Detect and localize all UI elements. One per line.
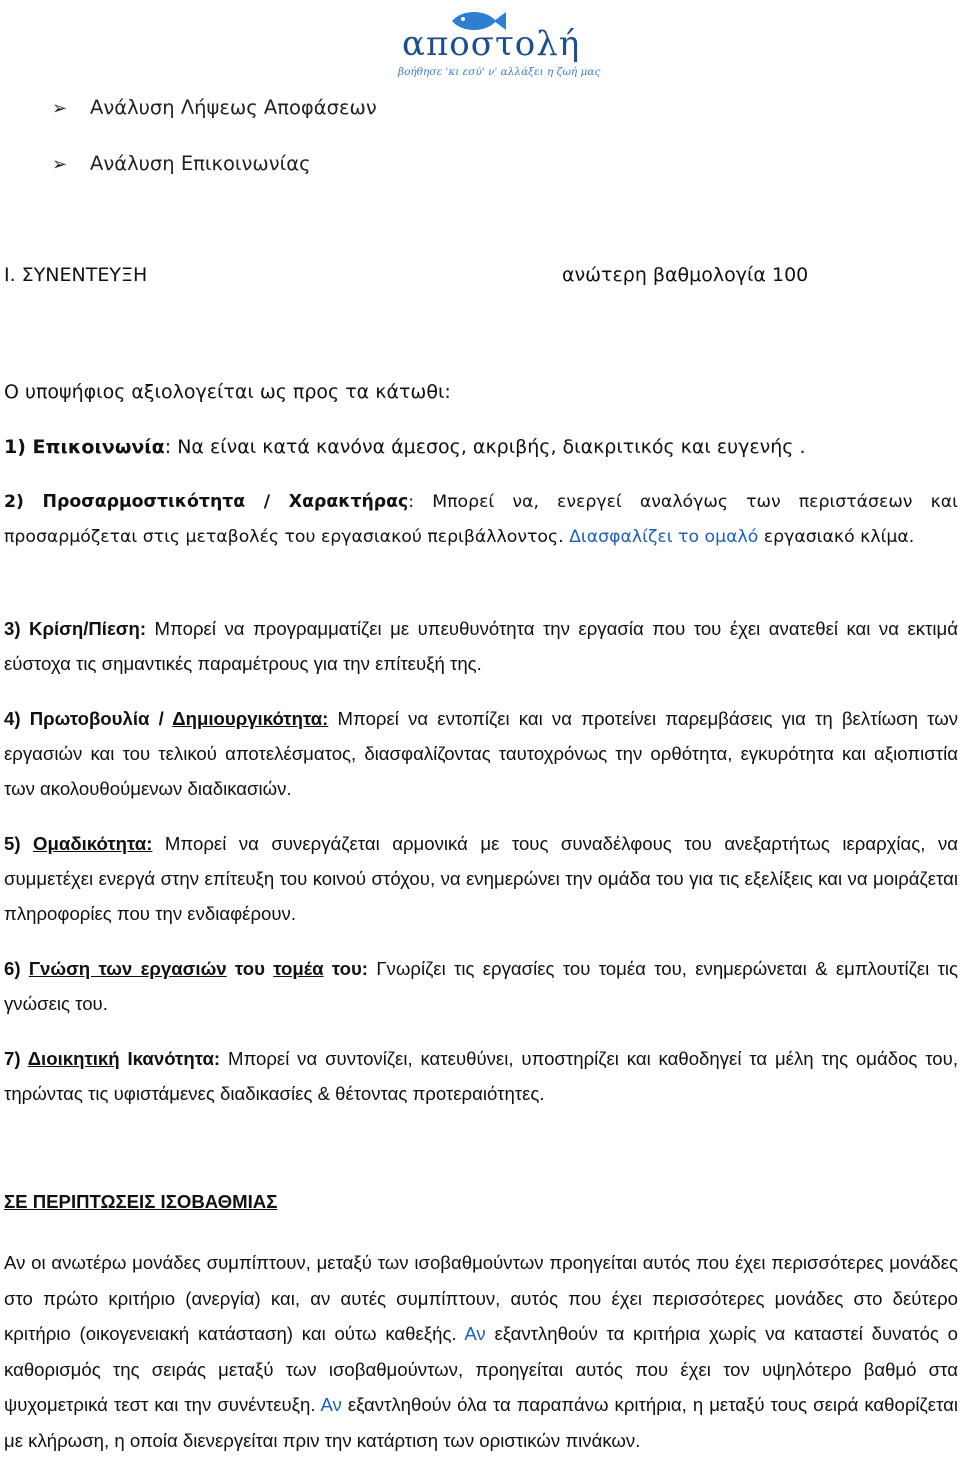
tie-paragraph (4, 1245, 958, 1458)
bullet-text: Ανάλυση Λήψεως Αποφάσεων (90, 96, 377, 119)
criterion-label-underlined: Δημιουργικότητα: (172, 708, 329, 729)
criterion-label: 4) Πρωτοβουλία / (4, 708, 173, 729)
criterion-3 (4, 611, 958, 681)
criterion-text: : Να είναι κατά κανόνα άμεσος, ακριβής, διακριτικός και ευγενής . (164, 436, 806, 458)
criterion-2 (4, 485, 958, 555)
logo-brand: αποστολή (402, 24, 581, 64)
bullet-text: Ανάλυση Επικοινωνίας (90, 152, 311, 175)
section-score: ανώτερη βαθμολογία 100 (562, 264, 809, 286)
tie-text-blue-1: Αν (464, 1323, 486, 1344)
criterion-label: 6) (4, 958, 29, 979)
bullet-item (52, 152, 311, 175)
criterion-label-part: Ικανότητα: (119, 1048, 221, 1069)
criterion-text: Γνωρίζει τις εργασίες του τομέα του, ενημερώνεται & εμπλουτίζει τις γνώσεις του. (4, 958, 959, 1014)
intro-text: Ο υποψήφιος αξιολογείται ως προς τα κάτωθι: (4, 381, 451, 403)
criterion-label-part-2: του: (323, 958, 369, 979)
criterion-label: 5) (4, 833, 34, 854)
criterion-5 (4, 826, 958, 931)
criterion-7 (4, 1041, 958, 1111)
criterion-text-blue: Διασφαλίζει το ομαλό (569, 527, 759, 547)
criterion-4 (4, 701, 958, 806)
criterion-label-underlined: Γνώση των εργασιών (28, 958, 227, 979)
criterion-text: Μπορεί να συνεργάζεται αρμονικά με τους συναδέλφους του ανεξαρτήτως ιεραρχίας, να συμμετέχει ενεργά στην επίτευξη του κοινού στόχου, να ενημερώνει την ομάδα του για τις εξελίξεις και να μοιράζεται πληροφορίες που την ενδιαφέρουν. (4, 833, 958, 924)
criterion-6 (4, 951, 958, 1021)
criterion-label-underlined: Ομαδικότητα: (33, 833, 153, 854)
intro-line (4, 381, 451, 403)
criterion-label-underlined-2: τομέα (273, 958, 324, 979)
criterion-label: 7) (4, 1048, 28, 1069)
criterion-text: : Μπορεί να, ενεργεί αναλόγως των περιστάσεων και προσαρμόζεται στις μεταβολές του εργασιακού περιβάλλοντος. (4, 492, 958, 547)
logo-tagline: βοήθησε 'κι εσύ' ν' αλλάξει η ζωή μας (398, 66, 601, 78)
criterion-label: 1) Επικοινωνία (4, 436, 165, 458)
criterion-label-underlined: Διοικητική (27, 1048, 120, 1069)
tie-heading: ΣΕ ΠΕΡΙΠΤΩΣΕΙΣ ΙΣΟΒΑΘΜΙΑΣ (4, 1191, 278, 1212)
tie-text-1: Αν οι ανωτέρω μονάδες συμπίπτουν, μεταξύ των ισοβαθμούντων προηγείται αυτός που έχει περισσότερες μονάδες στο πρώτο κριτήριο (ανεργία) και, αν αυτές συμπίπτουν, αυτός που έχει περισσότερες μονάδες στο δεύτερο κριτήριο (οικογενειακή κατάσταση) και ούτω καθεξής. (4, 1252, 958, 1344)
tie-text-2: εξαντληθούν τα κριτήρια χωρίς να καταστεί δυνατός ο καθορισμός της σειράς μεταξύ των ισοβαθμούντων, προηγείται αυτός που έχει τον υψηλότερο βαθμό στα ψυχομετρικά τεστ και την συνέντευξη. (4, 1323, 958, 1415)
arrow-bullet-icon: ➢ (52, 98, 68, 119)
bullet-item (52, 96, 377, 119)
logo (390, 2, 601, 82)
criterion-label: 2) Προσαρμοστικότητα / Χαρακτήρας (4, 492, 409, 512)
criterion-text: Μπορεί να συντονίζει, κατευθύνει, υποστηρίζει και καθοδηγεί τα μέλη της ομάδος του, τηρώντας τις υφιστάμενες διαδικασίες & θέτοντας προτεραιότητες. (4, 1048, 958, 1104)
criterion-label: 3) Κρίση/Πίεση: (4, 618, 147, 639)
section-title: Ι. ΣΥΝΕΝΤΕΥΞΗ (4, 264, 148, 286)
tie-text-blue-2: Αν (320, 1394, 342, 1415)
criterion-text: Μπορεί να προγραμματίζει με υπευθυνότητα την εργασία που του έχει ανατεθεί και να εκτιμά εύστοχα τις σημαντικές παραμέτρους για την επίτευξή της. (4, 618, 958, 674)
criterion-text: Μπορεί να εντοπίζει και να προτείνει παρεμβάσεις για τη βελτίωση των εργασιών και του τελικού αποτελέσματος, διασφαλίζοντας ταυτοχρόνως την ορθότητα, εγκυρότητα και αξιοπιστία των ακολουθούμενων διαδικασιών. (4, 708, 959, 799)
criterion-label-part: του (226, 958, 274, 979)
criterion-text-tail: εργασιακό κλίμα. (758, 527, 915, 547)
criterion-1 (4, 436, 806, 458)
arrow-bullet-icon: ➢ (52, 154, 68, 175)
tie-text-3: εξαντληθούν όλα τα παραπάνω κριτήρια, η μεταξύ τους σειρά καθορίζεται με κλήρωση, η οποία διενεργείται πριν την κατάρτιση των οριστικών πινάκων. (4, 1394, 958, 1451)
